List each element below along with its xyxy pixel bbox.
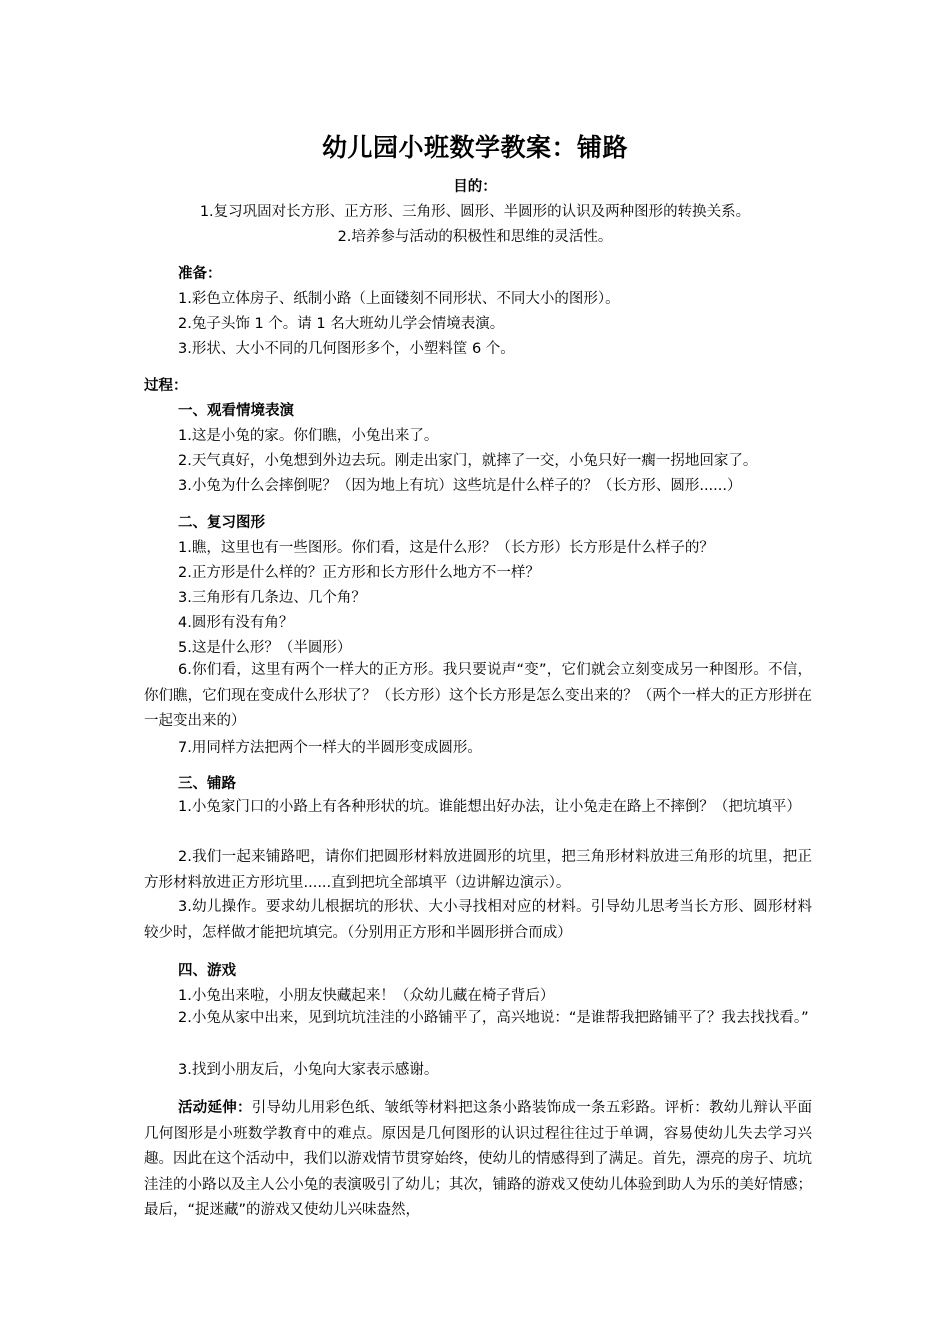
preparation-item: 2.兔子头饰 1 个。请 1 名大班幼儿学会情境表演。 — [178, 316, 505, 332]
list-item: 3.找到小朋友后，小兔向大家表示感谢。 — [178, 1062, 439, 1078]
list-item: 5.这是什么形？（半圆形） — [178, 640, 352, 656]
section-heading: 一、观看情境表演 — [178, 403, 294, 419]
list-item: 2.天气真好，小兔想到外边去玩。刚走出家门，就摔了一交，小兔只好一瘸一拐地回家了。 — [178, 453, 758, 469]
list-item: 3.幼儿操作。要求幼儿根据坑的形状、大小寻找相对应的材料。引导幼儿思考当长方形、圆形材料较少时，怎样做才能把坑填完。（分别用正方形和半圆形拼合而成） — [144, 899, 812, 941]
preparation-heading: 准备： — [178, 266, 222, 282]
section-heading: 三、铺路 — [178, 776, 236, 792]
section-heading: 二、复习图形 — [178, 515, 265, 531]
list-item: 1.瞧，这里也有一些图形。你们看，这是什么形？（长方形）长方形是什么样子的？ — [178, 540, 714, 556]
list-item: 2.我们一起来铺路吧，请你们把圆形材料放进圆形的坑里，把三角形材料放进三角形的坑里，把正方形材料放进正方形坑里......直到把坑全部填平（边讲解边演示）。 — [144, 849, 812, 891]
list-item: 4.圆形有没有角？ — [178, 615, 294, 631]
extension-label: 活动延伸： — [178, 1100, 252, 1116]
list-item: 1.小兔家门口的小路上有各种形状的坑。谁能想出好办法，让小兔走在路上不摔倒？（把坑填平） — [178, 799, 801, 815]
extension-text: 引导幼儿用彩色纸、皱纸等材料把这条小路装饰成一条五彩路。评析：教幼儿辩认平面几何图形是小班数学教育中的难点。原因是几何图形的认识过程往往过于单调，容易使幼儿失去学习兴趣。因此在这个活动中，我们以游戏情节贯穿始终，使幼儿的情感得到了满足。首先，漂亮的房子、坑坑洼洼的小路以及主人公小兔的表演吸引了幼儿；其次，铺路的游戏又使幼儿体验到助人为乐的美好情感；最后，“捉迷藏”的游戏又使幼儿兴味盎然， — [144, 1100, 812, 1218]
preparation-item: 3.形状、大小不同的几何图形多个，小塑料筐 6 个。 — [178, 341, 515, 357]
list-item: 2.正方形是什么样的？正方形和长方形什么地方不一样？ — [178, 565, 540, 581]
goals-heading: 目的： — [453, 179, 497, 195]
document-title: 幼儿园小班数学教案：铺路 — [321, 133, 628, 162]
list-item: 3.小兔为什么会摔倒呢？（因为地上有坑）这些坑是什么样子的？（长方形、圆形......） — [178, 478, 742, 494]
list-item: 2.小兔从家中出来，见到坑坑洼洼的小路铺平了，高兴地说：“是谁帮我把路铺平了？我去找找看。” — [178, 1010, 809, 1026]
preparation-item: 1.彩色立体房子、纸制小路（上面镂刻不同形状、不同大小的图形）。 — [178, 291, 620, 307]
extension-paragraph — [144, 1096, 812, 1224]
list-item: 3.三角形有几条边、几个角？ — [178, 590, 366, 606]
list-item: 1.小兔出来啦，小朋友快藏起来！（众幼儿藏在椅子背后） — [178, 988, 555, 1004]
list-item: 7.用同样方法把两个一样大的半圆形变成圆形。 — [178, 740, 482, 756]
list-item: 6.你们看，这里有两个一样大的正方形。我只要说声“变”，它们就会立刻变成另一种图形。不信，你们瞧，它们现在变成什么形状了？（长方形）这个长方形是怎么变出来的？（两个一样大的正方形拼在一起变出来的） — [144, 662, 812, 729]
section-heading: 四、游戏 — [178, 963, 236, 979]
goal-item: 1.复习巩固对长方形、正方形、三角形、圆形、半圆形的认识及两种图形的转换关系。 — [199, 204, 751, 220]
list-item: 1.这是小兔的家。你们瞧，小兔出来了。 — [178, 428, 439, 444]
goal-item: 2.培养参与活动的积极性和思维的灵活性。 — [337, 229, 613, 245]
process-heading: 过程： — [144, 378, 188, 394]
